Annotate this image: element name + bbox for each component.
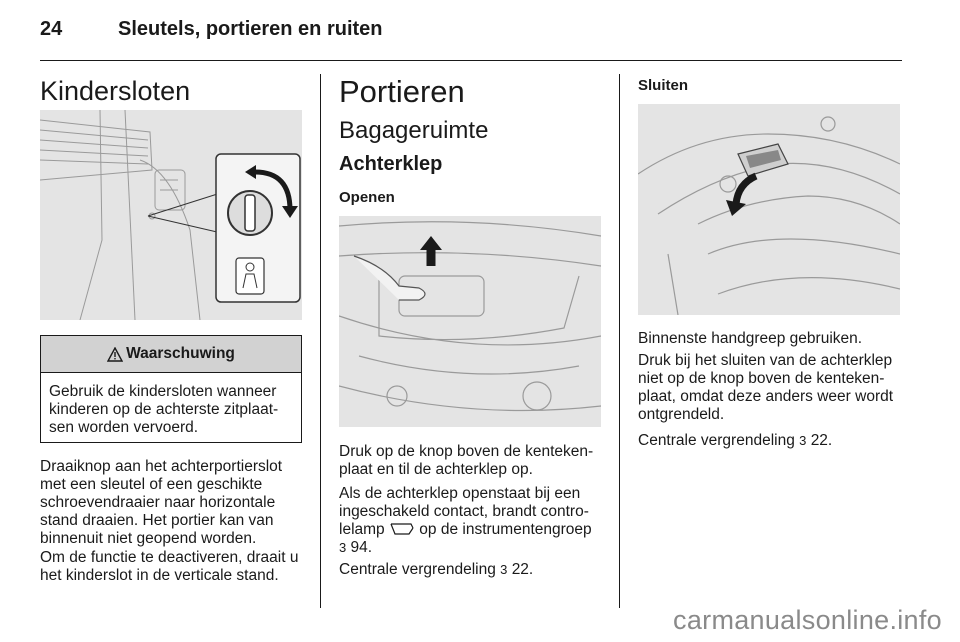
text-line: ontgrendeld. [638,406,725,423]
text-line: stand draaien. Het portier kan van [40,512,274,529]
text-line: Om de functie te deactiveren, draait u [40,549,299,566]
page-reference: 22. [511,561,534,578]
paragraph-inner-handle: Binnenste handgreep gebruiken. [638,330,863,347]
paragraph-close-note [638,352,918,424]
text-fragment: lelamp [339,521,385,538]
text-line: plaat en til de achterklep op. [339,461,533,478]
page-reference-arrow: 3 [339,540,347,555]
subsubheading-achterklep: Achterklep [339,153,443,175]
header-rule [40,60,902,61]
text-fragment: Centrale vergrendeling [638,432,795,449]
watermark: carmanualsonline.info [673,605,942,635]
text-line: plaat, omdat deze anders weer wordt [638,388,894,405]
paragraph-child-lock-usage [40,458,310,548]
subheading-bagageruimte: Bagageruimte [339,117,489,144]
page-reference-arrow: 3 [500,562,508,577]
text-line: het kinderslot in de verticale stand. [40,567,279,584]
text-line: niet op de knop boven de kenteken- [638,370,885,387]
text-line: Als de achterklep openstaat bij een [339,485,581,502]
page-reference: 22. [810,432,833,449]
text-line: met een sleutel of een geschikte [40,476,263,493]
paragraph-warning-lamp [339,485,611,557]
text-line: binnenuit niet geopend worden. [40,530,257,547]
page-reference: 94. [350,539,373,556]
text-line: Druk op de knop boven de kenteken- [339,443,594,460]
child-lock-drawing [40,110,302,320]
column-divider-2 [619,74,620,608]
text-line: Druk bij het sluiten van de achterklep [638,352,893,369]
paragraph-child-lock-deactivate [40,549,315,585]
warning-title: Waarschuwing [126,345,235,362]
page-number: 24 [40,18,63,40]
running-title: Sleutels, portieren en ruiten [118,18,383,40]
text-line [339,539,611,557]
section-heading-kindersloten: Kindersloten [40,76,191,106]
text-line: schroevendraaier naar horizontale [40,494,276,511]
warning-line: Gebruik de kindersloten wanneer [49,383,277,400]
text-line: Draaiknop aan het achterportierslot [40,458,283,475]
warning-line: kinderen op de achterste zitplaat- [49,401,279,418]
text-fragment: op de instrumentengroep [419,521,592,538]
paragraph-central-locking-ref [339,561,611,579]
paragraph-central-locking-ref-right [638,432,918,450]
section-heading-portieren: Portieren [339,74,465,109]
warning-header [41,336,301,373]
warning-box [40,335,302,443]
tailgate-open-illustration [339,216,601,427]
text-line [339,521,611,539]
tailgate-close-illustration [638,104,900,315]
open-tailgate-indicator-icon [389,522,415,536]
paragraph-open-tailgate [339,443,611,479]
text-fragment: Centrale vergrendeling [339,561,496,578]
page-reference-arrow: 3 [799,433,807,448]
warning-text [41,373,301,437]
label-sluiten: Sluiten [638,77,689,94]
text-line: ingeschakeld contact, brandt contro- [339,503,589,520]
warning-line: sen worden vervoerd. [49,419,199,436]
tailgate-open-drawing [339,216,601,427]
child-lock-illustration [40,110,302,320]
label-openen: Openen [339,189,395,206]
column-divider-1 [320,74,321,608]
tailgate-close-drawing [638,104,900,315]
warning-icon [107,347,123,362]
